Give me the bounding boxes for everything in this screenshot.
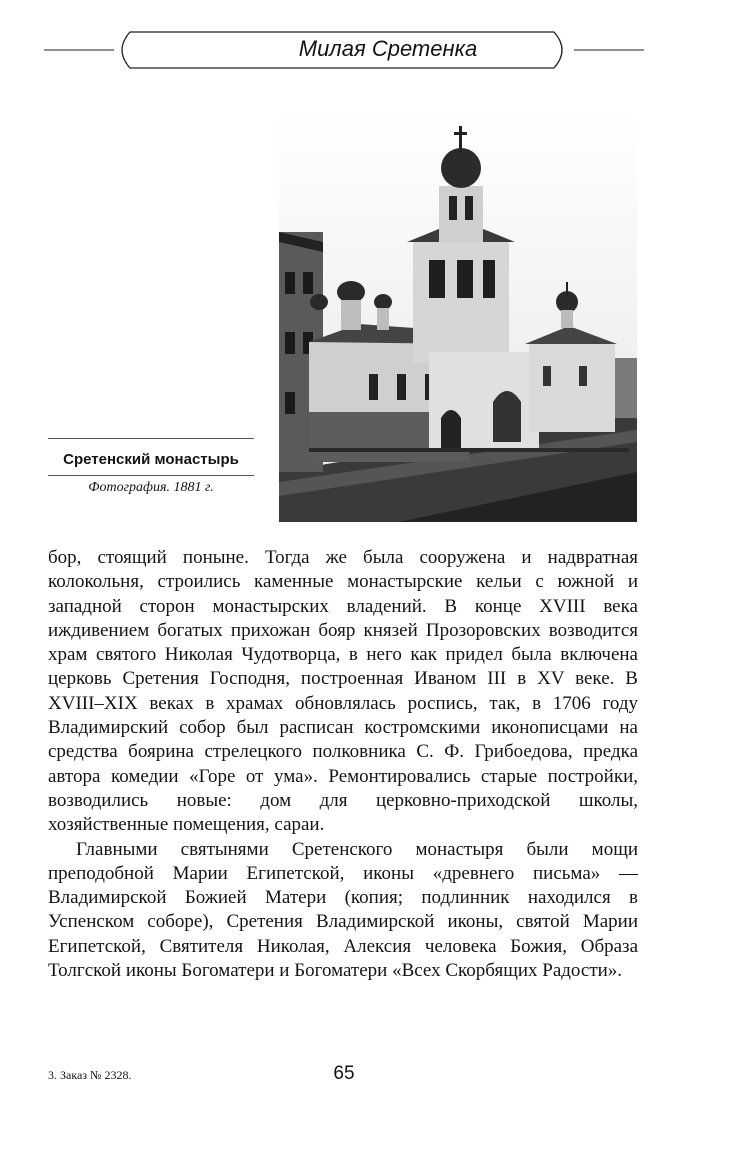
figure-caption xyxy=(48,438,254,496)
paragraph-1: бор, стоящий поныне. Тогда же была сооружена и надвратная колокольня, строились каменные монастырские кельи с южной и западной сторон монастырских владений. В конце XVIII века иждивением богатых прихожан бояр князей Прозоровских возводится храм святого Николая Чудотворца, в него как придел была включена церковь Сретения Господня, построенная Иваном III в XV веке. В XVIII–XIX веках в храмах обновлялась роспись, так, в 1706 году Владимирский собор был расписан костромскими иконописцами на средства боярина стрелецкого полковника С. Ф. Грибоедова, предка автора комедии «Горе от ума». Ремонтировались старые постройки, возводились новые: дом для церковно-приходской школы, хозяйственные помещения, сараи. xyxy=(48,547,638,836)
page-number: 65 xyxy=(333,1063,355,1084)
running-header xyxy=(44,30,644,70)
header-title: Милая Сретенка xyxy=(298,36,478,61)
caption-title: Сретенский монастырь xyxy=(63,451,239,468)
print-order-note: 3. Заказ № 2328. xyxy=(48,1068,132,1082)
body-text xyxy=(48,546,638,983)
caption-subtitle: Фотография. 1881 г. xyxy=(88,480,214,495)
paragraph-2: Главными святынями Сретенского монастыря были мощи преподобной Марии Египетской, иконы «древнего письма» — Владимирской Божией Матери (копия; подлинник находился в Успенском соборе), Сретения Владимирской иконы, святой Марии Египетской, Святителя Николая, Алексия человека Божия, Образа Толгской иконы Богоматери и Богоматери «Всех Скорбящих Радости». xyxy=(48,838,638,982)
monastery-photo xyxy=(279,112,637,522)
